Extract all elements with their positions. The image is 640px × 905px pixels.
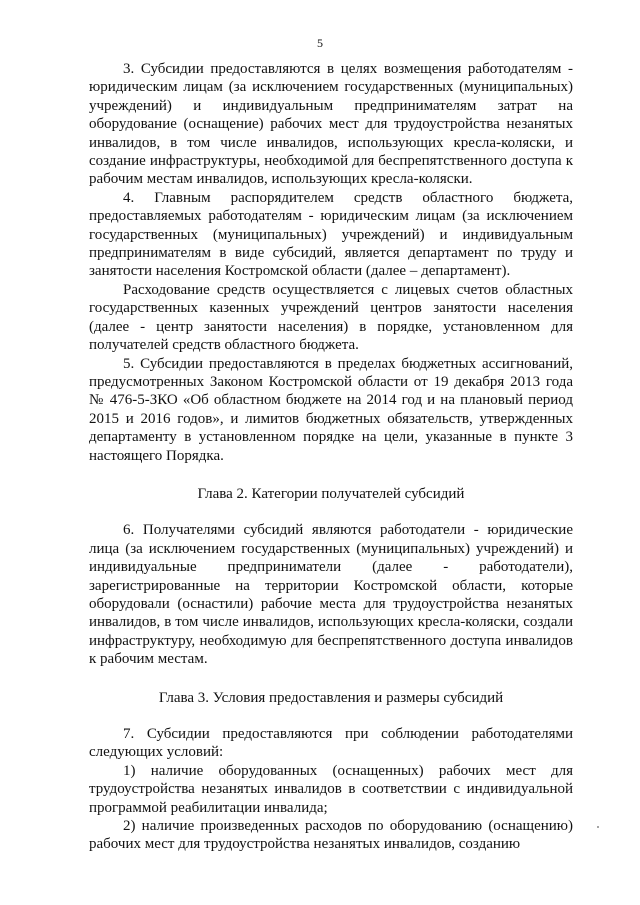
- scan-speck: [597, 826, 599, 828]
- page-number: 5: [317, 36, 323, 50]
- chapter-2-heading: Глава 2. Категории получателей субсидий: [197, 485, 465, 502]
- document-body: [89, 60, 573, 854]
- paragraph-5: 5. Субсидии предоставляются в пределах бюджетных ассигнований, предусмотренных Законом Костромской области от 19 декабря 2013 года № 476-5-ЗКО «Об областном бюджете на 2014 год и на плановый период 2015 и 2016 годов», и лимитов бюджетных обязательств, утвержденных департаменту в установленном порядке на цели, указанные в пункте 3 настоящего Порядка.: [89, 355, 573, 464]
- paragraph-7: 7. Субсидии предоставляются при соблюдении работодателями следующих условий:: [89, 726, 573, 761]
- paragraph-4: 4. Главным распорядителем средств областного бюджета, предоставляемых работодателям - юридическим лицам (за исключением государственных (муниципальных) учреждений) и индивидуальным предпринимателям в виде субсидий, является департамент по труду и занятости населения Костромской области (далее – департамент).: [89, 189, 573, 280]
- paragraph-6: 6. Получателями субсидий являются работодатели - юридические лица (за исключением государственных (муниципальных) учреждений) и индивидуальные предприниматели (далее - работодатели), зарегистрированные на территории Костромской области, которые оборудовали (оснастили) рабочие места для трудоустройства незанятых инвалидов, в том числе инвалидов, использующих кресла-коляски, создали инфраструктуру, необходимую для беспрепятственного доступа инвалидов к рабочим местам.: [89, 522, 573, 668]
- paragraph-spending: Расходование средств осуществляется с лицевых счетов областных государственных казенных учреждений центров занятости населения (далее - центр занятости населения) в порядке, установленном для получателей средств областного бюджета.: [89, 281, 573, 354]
- paragraph-3: 3. Субсидии предоставляются в целях возмещения работодателям - юридическим лицам (за исключением государственных (муниципальных) учреждений) и индивидуальным предпринимателям затрат на оборудование (оснащение) рабочих мест для трудоустройства незанятых инвалидов, в том числе инвалидов, использующих кресла-коляски, и создание инфраструктуры, необходимой для беспрепятственного доступа к рабочим местам инвалидов, использующих кресла-коляски.: [89, 61, 573, 188]
- condition-item-1: 1) наличие оборудованных (оснащенных) рабочих мест для трудоустройства незанятых инвалидов в соответствии с индивидуальной программой реабилитации инвалида;: [89, 762, 573, 816]
- chapter-3-heading: Глава 3. Условия предоставления и размеры субсидий: [158, 689, 504, 706]
- condition-item-2: 2) наличие произведенных расходов по оборудованию (оснащению) рабочих мест для трудоустройства незанятых инвалидов, созданию: [89, 818, 573, 853]
